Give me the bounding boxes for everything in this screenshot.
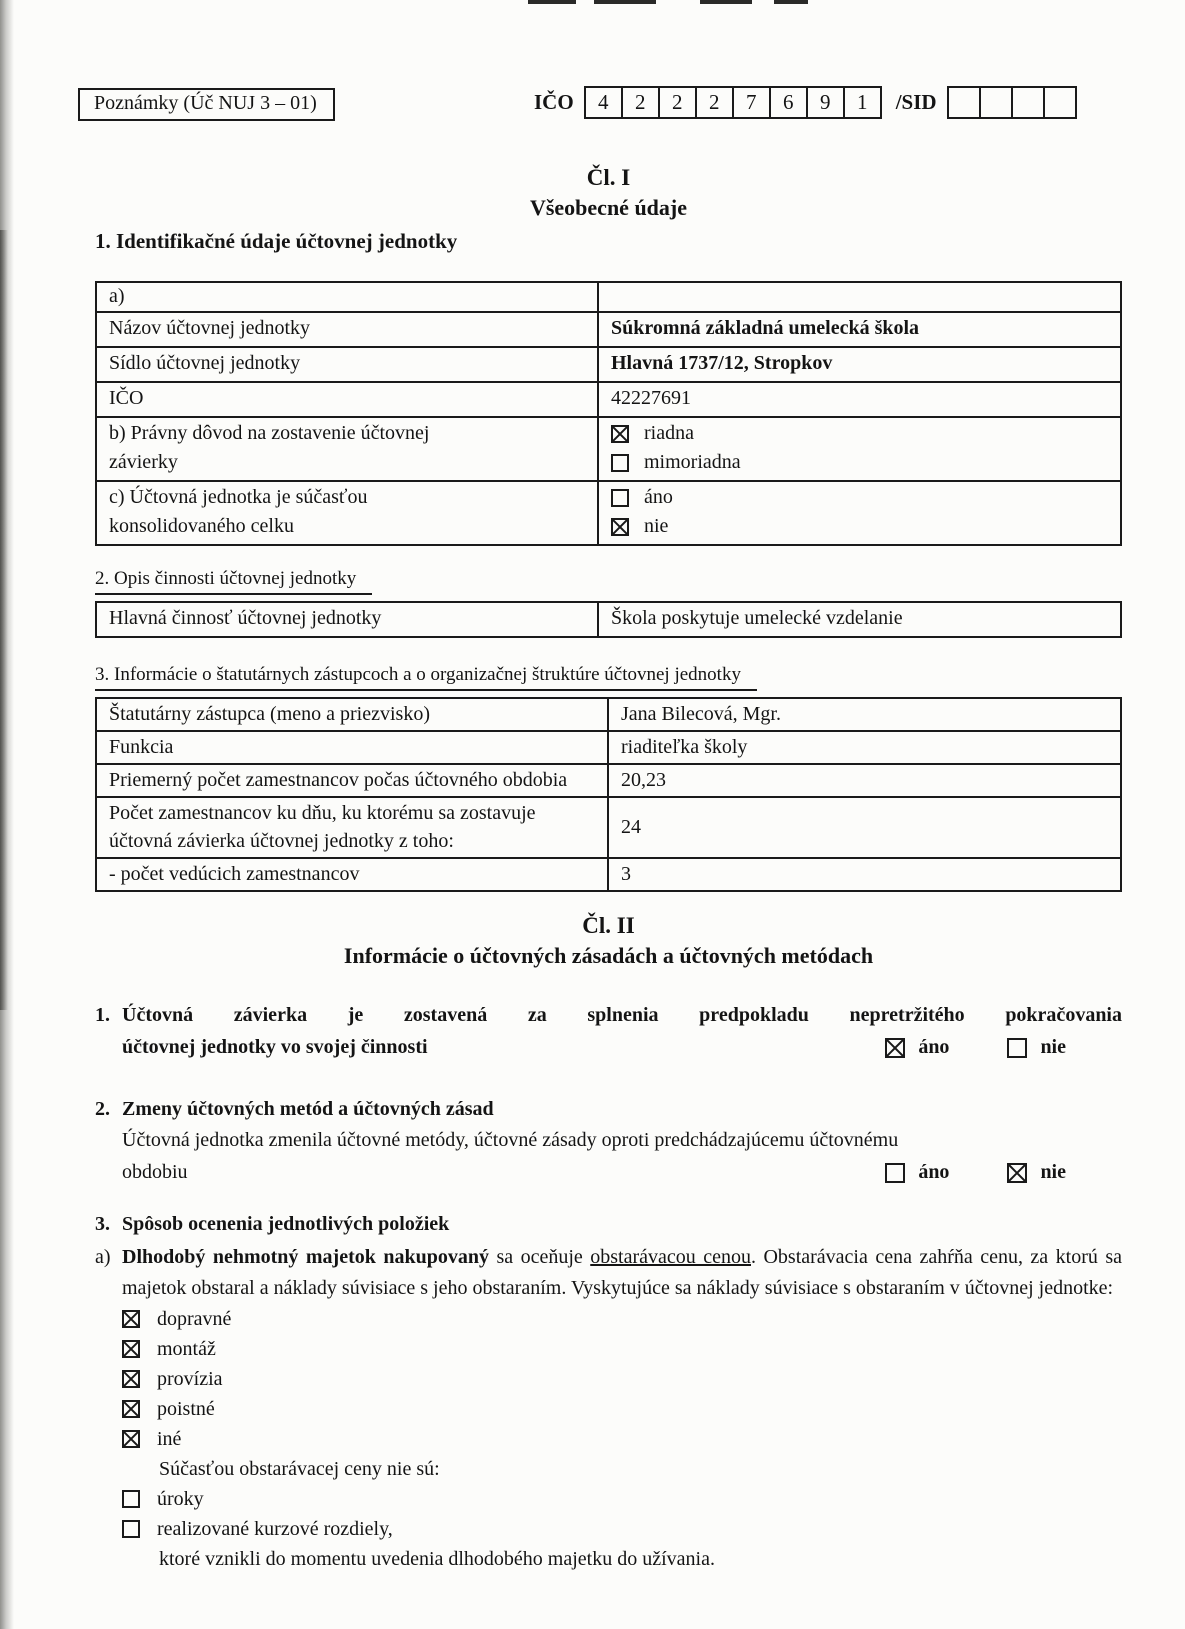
cost-item-label: poistné: [157, 1397, 215, 1420]
paragraph-bold-segment: Dlhodobý nehmotný majetok nakupovaný: [122, 1246, 489, 1268]
ico-digit-cell: 2: [695, 86, 734, 119]
row-label: - počet vedúcich zamestnancov: [96, 858, 608, 891]
item-text-line2: obdobiu: [122, 1161, 188, 1183]
option-label: áno: [918, 1036, 950, 1058]
checkbox-ano-konsolidacia: [611, 489, 629, 507]
section3-heading: [95, 662, 1122, 691]
ico-digit-cell: 1: [843, 86, 882, 119]
ico-digit-cell: 7: [732, 86, 771, 119]
option-mimoriadna: [611, 448, 1110, 477]
section2-heading: [95, 566, 1122, 595]
option-label: nie: [644, 515, 669, 537]
article2-title: Čl. II: [582, 913, 635, 938]
option-label: riadna: [644, 422, 694, 444]
checkbox-ano-zmeny: [885, 1163, 905, 1183]
valuation-item: [95, 1209, 1122, 1240]
option-label: mimoriadna: [644, 451, 741, 473]
row-c-label-line1: c) Účtovná jednotka je súčasťou: [109, 486, 368, 508]
checkbox-ine: [122, 1430, 140, 1448]
row-b-label-line2: závierky: [109, 451, 178, 473]
row-value: 3: [608, 858, 1121, 891]
scan-artifact-top: [700, 0, 752, 4]
exclusion-item-label: úroky: [157, 1487, 204, 1510]
item-heading: Spôsob ocenenia jednotlivých položiek: [122, 1213, 450, 1235]
table-row: [96, 347, 1121, 382]
activity-table: [95, 601, 1122, 638]
row-label: Hlavná činnosť účtovnej jednotky: [96, 602, 598, 637]
cost-item-label: provízia: [157, 1367, 223, 1390]
item-text-line2-row: [122, 1156, 1122, 1189]
option-ano-zmeny: [885, 1157, 949, 1188]
cost-item-label: iné: [157, 1427, 182, 1450]
cost-item-provizia: [95, 1364, 1122, 1394]
option-nie-going-concern: [1007, 1032, 1066, 1063]
item-number: 2.: [95, 1098, 110, 1120]
row-label: Sídlo účtovnej jednotky: [96, 347, 598, 382]
item-number: 1.: [95, 1004, 110, 1026]
row-b-options: [598, 417, 1121, 481]
cost-item-ine: [95, 1424, 1122, 1454]
exclusion-intro: Súčasťou obstarávacej ceny nie sú:: [159, 1458, 440, 1480]
row-value: Škola poskytuje umelecké vzdelanie: [598, 602, 1121, 637]
section1-heading: 1. Identifikačné údaje účtovnej jednotky: [95, 229, 458, 253]
method-changes-item: [95, 1094, 1122, 1189]
table-row: [96, 282, 1121, 312]
table-row: [96, 731, 1121, 764]
sid-cell: [1043, 86, 1077, 119]
row-a-label: a): [96, 282, 598, 312]
ico-label: IČO: [534, 90, 574, 114]
option-ano-konsolidacia: [611, 483, 1110, 512]
table-row: [96, 382, 1121, 417]
exclusion-item-uroky: [95, 1484, 1122, 1514]
row-c-label-line2: konsolidovaného celku: [109, 515, 294, 537]
ico-digit-cell: 9: [806, 86, 845, 119]
checkbox-provizia: [122, 1370, 140, 1388]
checkbox-riadna: [611, 425, 629, 443]
ico-digit-cell: 2: [621, 86, 660, 119]
going-concern-item: [95, 1000, 1122, 1064]
option-label: nie: [1040, 1036, 1066, 1058]
cost-item-label: montáž: [157, 1337, 216, 1360]
row-label: Štatutárny zástupca (meno a priezvisko): [96, 698, 608, 731]
checkbox-uroky: [122, 1490, 140, 1508]
row-label: Priemerný počet zamestnancov počas účtovného obdobia: [96, 764, 608, 797]
sub-item-marker: a): [95, 1246, 111, 1268]
row-value: Hlavná 1737/12, Stropkov: [598, 347, 1121, 382]
scan-artifact-top: [594, 0, 656, 4]
checkbox-nie-zmeny: [1007, 1163, 1027, 1183]
scan-artifact-top: [774, 0, 808, 4]
intangible-assets-paragraph: [95, 1242, 1122, 1304]
item-number: 3.: [95, 1213, 110, 1235]
row-label: Funkcia: [96, 731, 608, 764]
ico-digit-cell: 6: [769, 86, 808, 119]
option-ano-going-concern: [885, 1032, 949, 1063]
row-value: 24: [608, 797, 1121, 858]
sid-cell: [947, 86, 981, 119]
form-code-label: Poznámky (Úč NUJ 3 – 01): [94, 92, 317, 114]
row-c-label: [96, 481, 598, 545]
cost-item-montaz: [95, 1334, 1122, 1364]
table-row: [96, 858, 1121, 891]
ico-digit-cell: 2: [658, 86, 697, 119]
exclusion-item-kurzove-rozdiely: [95, 1514, 1122, 1544]
item-text-line1: Účtovná jednotka zmenila účtovné metódy, účtovné zásady oproti predchádzajúcemu účtovnému: [122, 1129, 899, 1151]
table-row: [96, 764, 1121, 797]
item-text-line2-row: [122, 1031, 1122, 1064]
checkbox-ano-going-concern: [885, 1038, 905, 1058]
item-text-line2: účtovnej jednotky vo svojej činnosti: [122, 1036, 428, 1058]
article2-subtitle: Informácie o účtovných zásadách a účtovných metódach: [343, 943, 874, 968]
row-label: Názov účtovnej jednotky: [96, 312, 598, 347]
closing-text: ktoré vznikli do momentu uvedenia dlhodobého majetku do užívania.: [159, 1548, 715, 1570]
option-label: áno: [918, 1161, 950, 1183]
form-code-box: [78, 88, 335, 121]
table-row: [96, 698, 1121, 731]
row-label: IČO: [96, 382, 598, 417]
table-row: [96, 797, 1121, 858]
ico-digit-boxes: [584, 86, 882, 119]
checkbox-poistne: [122, 1400, 140, 1418]
ico-digit-cell: 4: [584, 86, 623, 119]
representatives-table: [95, 697, 1122, 892]
checkbox-dopravne: [122, 1310, 140, 1328]
paragraph-segment: sa oceňuje: [488, 1246, 591, 1268]
row-value: Súkromná základná umelecká škola: [598, 312, 1121, 347]
exclusion-item-label: realizované kurzové rozdiely,: [157, 1517, 393, 1540]
paragraph-text: [122, 1242, 1122, 1304]
option-riadna: [611, 419, 1110, 448]
row-a-value: [598, 282, 1121, 312]
table-row: [96, 481, 1121, 545]
option-label: nie: [1040, 1161, 1066, 1183]
row-value: 20,23: [608, 764, 1121, 797]
article1-subtitle: Všeobecné údaje: [529, 195, 688, 220]
row-value: Jana Bilecová, Mgr.: [608, 698, 1121, 731]
cost-item-dopravne: [95, 1304, 1122, 1334]
sid-cell: [979, 86, 1013, 119]
option-nie-konsolidacia: [611, 512, 1110, 541]
row-c-options: [598, 481, 1121, 545]
checkbox-nie-konsolidacia: [611, 518, 629, 536]
paragraph-underlined-segment: obstarávacou cenou: [590, 1246, 751, 1268]
paragraph-segment: . Obstarávacia cena zahŕňa cenu, za ktorú sa majetok obstaral a náklady súvisiace s jeho obstaraním. Vyskytujúce sa náklady súvisiace s obstaraním v účtovnej jednotke:: [122, 1246, 1123, 1299]
row-b-label: [96, 417, 598, 481]
sid-cell: [1011, 86, 1045, 119]
identification-table: [95, 281, 1122, 546]
row-b-label-line1: b) Právny dôvod na zostavenie účtovnej: [109, 422, 430, 444]
item-heading: Zmeny účtovných metód a účtovných zásad: [122, 1098, 494, 1120]
section3-heading-text: 3. Informácie o štatutárnych zástupcoch a o organizačnej štruktúre účtovnej jednotky: [95, 662, 757, 691]
table-row: [96, 417, 1121, 481]
row-value: 42227691: [598, 382, 1121, 417]
checkbox-kurzove-rozdiely: [122, 1520, 140, 1538]
document-body: [95, 150, 1122, 1574]
article1-title: Čl. I: [586, 165, 631, 190]
section2-heading-text: 2. Opis činnosti účtovnej jednotky: [95, 566, 372, 595]
table-row: [96, 312, 1121, 347]
ico-sid-row: [534, 86, 1077, 119]
checkbox-nie-going-concern: [1007, 1038, 1027, 1058]
checkbox-mimoriadna: [611, 454, 629, 472]
option-nie-zmeny: [1007, 1157, 1066, 1188]
scan-artifact-top: [528, 0, 576, 4]
sid-label: /SID: [895, 90, 937, 114]
scan-artifact-left-edge: [0, 0, 14, 1629]
checkbox-montaz: [122, 1340, 140, 1358]
table-row: [96, 602, 1121, 637]
row-value: riaditeľka školy: [608, 731, 1121, 764]
row-label: Počet zamestnancov ku dňu, ku ktorému sa zostavuje účtovná závierka účtovnej jednotky z toho:: [96, 797, 608, 858]
sid-boxes: [947, 86, 1077, 119]
option-label: áno: [644, 486, 673, 508]
item-text-line1: Účtovná závierka je zostavená za splnenia predpokladu nepretržitého pokračovania: [122, 1004, 1122, 1026]
cost-item-poistne: [95, 1394, 1122, 1424]
cost-item-label: dopravné: [157, 1307, 232, 1330]
